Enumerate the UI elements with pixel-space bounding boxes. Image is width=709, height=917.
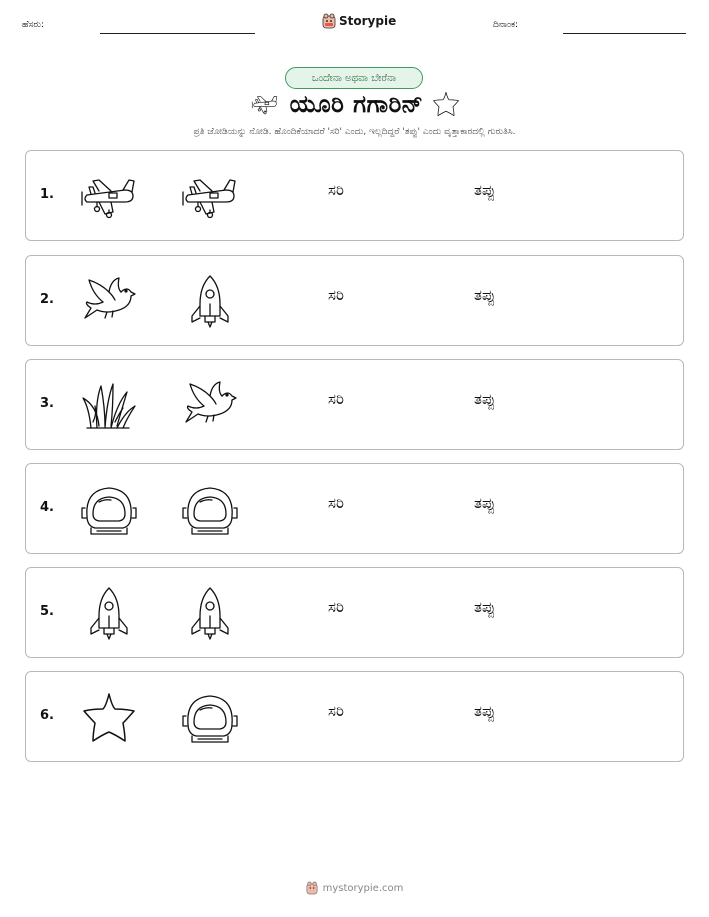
rocket-icon [79, 586, 139, 641]
activity-type-badge: ಒಂದೇನಾ ಅಥವಾ ಬೇರೆನಾ [285, 67, 423, 89]
question-number: 1. [40, 187, 54, 202]
option-correct[interactable]: ಸರಿ [328, 286, 344, 304]
question-row [25, 150, 684, 241]
question-row [25, 255, 684, 346]
question-number: 2. [40, 292, 54, 307]
question-row [25, 567, 684, 658]
option-wrong[interactable]: ತಪ್ಪು [474, 702, 496, 720]
brand-name: Storypie [339, 14, 397, 28]
option-correct[interactable]: ಸರಿ [328, 390, 344, 408]
name-label: ಹೆಸರು: [22, 20, 45, 30]
question-row [25, 463, 684, 554]
storypie-mascot-icon [306, 881, 318, 895]
option-correct[interactable]: ಸರಿ [328, 494, 344, 512]
instructions: ಪ್ರತಿ ಜೋಡಿಯನ್ನು ನೋಡಿ. ಹೊಂದಿಕೆಯಾದರೆ 'ಸರಿ' ಎಂದು, ಇಲ್ಲದಿದ್ದರೆ 'ತಪ್ಪು' ಎಂದು ವೃತ್ತಾಕಾರದಲ್ಲಿ ಗುರುತಿಸಿ. [193, 127, 516, 137]
question-number: 3. [40, 396, 54, 411]
rocket-icon [180, 274, 240, 329]
option-correct[interactable]: ಸರಿ [328, 598, 344, 616]
star-icon [431, 90, 461, 118]
question-number: 4. [40, 500, 54, 515]
star-icon [79, 690, 139, 745]
date-field-line[interactable] [563, 33, 686, 34]
rocket-icon [180, 586, 240, 641]
option-wrong[interactable]: ತಪ್ಪು [474, 390, 496, 408]
option-correct[interactable]: ಸರಿ [328, 181, 344, 199]
plane-icon [180, 169, 240, 224]
option-correct[interactable]: ಸರಿ [328, 702, 344, 720]
option-wrong[interactable]: ತಪ್ಪು [474, 494, 496, 512]
footer-url[interactable]: mystorypie.com [322, 882, 404, 894]
plane-icon [248, 91, 282, 117]
option-wrong[interactable]: ತಪ್ಪು [474, 181, 496, 199]
bird-icon [180, 378, 240, 433]
page-title: ಯೂರಿ ಗಗಾರಿನ್ [289, 90, 424, 118]
bird-icon [79, 274, 139, 329]
grass-icon [79, 378, 139, 433]
option-wrong[interactable]: ತಪ್ಪು [474, 598, 496, 616]
helmet-icon [180, 482, 240, 537]
question-row [25, 359, 684, 450]
footer [0, 881, 709, 895]
question-number: 5. [40, 604, 54, 619]
title-row [0, 90, 709, 118]
helmet-icon [79, 482, 139, 537]
date-label: ದಿನಾಂಕ: [493, 20, 519, 30]
plane-icon [79, 169, 139, 224]
brand-logo [322, 13, 396, 29]
helmet-icon [180, 690, 240, 745]
storypie-mascot-icon [322, 13, 336, 29]
name-field-line[interactable] [100, 33, 255, 34]
question-number: 6. [40, 708, 54, 723]
option-wrong[interactable]: ತಪ್ಪು [474, 286, 496, 304]
question-row [25, 671, 684, 762]
